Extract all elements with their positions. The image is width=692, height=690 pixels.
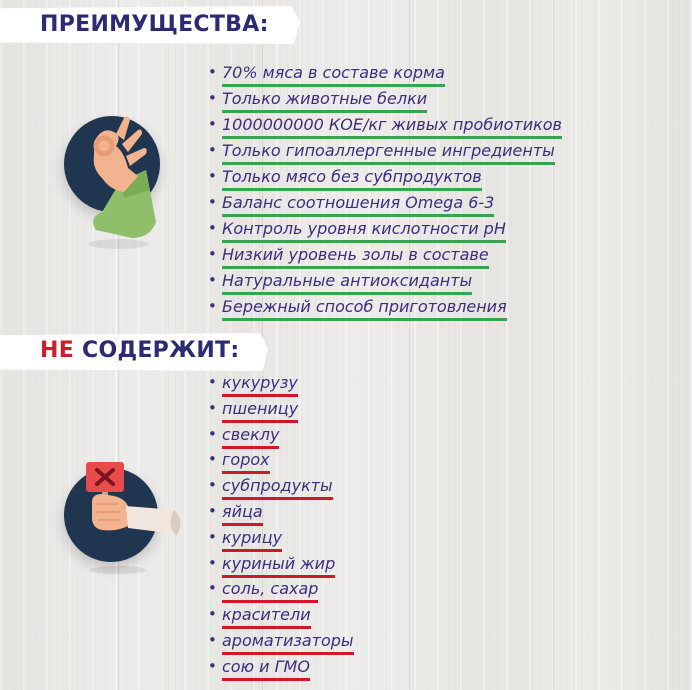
- list-item: • яйца: [208, 501, 354, 527]
- list-item: • Натуральные антиоксиданты: [208, 270, 562, 296]
- list-item: • кукурузу: [208, 372, 354, 398]
- list-item: • Баланс соотношения Omega 6-3: [208, 192, 562, 218]
- list-item: • Бережный способ приготовления: [208, 296, 562, 322]
- pros-list: [208, 62, 562, 322]
- list-item: • соль, сахар: [208, 578, 354, 604]
- list-item: • пшеницу: [208, 398, 354, 424]
- list-item: • Только животные белки: [208, 88, 562, 114]
- list-item: • Контроль уровня кислотности pH: [208, 218, 562, 244]
- list-item: • Только гипоаллергенные ингредиенты: [208, 140, 562, 166]
- ok-hand-icon: [58, 112, 168, 252]
- pros-title: ПРЕИМУЩЕСТВА:: [40, 12, 269, 37]
- cons-title-rest: СОДЕРЖИТ:: [82, 338, 240, 363]
- list-item: • красители: [208, 604, 354, 630]
- stop-sign-hand-icon: [58, 458, 188, 576]
- list-item: • свеклу: [208, 424, 354, 450]
- list-item: • Только мясо без субпродуктов: [208, 166, 562, 192]
- cons-title: [40, 338, 239, 363]
- cons-list: [208, 372, 354, 682]
- list-item: • субпродукты: [208, 475, 354, 501]
- list-item: • 1000000000 КОЕ/кг живых пробиотиков: [208, 114, 562, 140]
- list-item: • курицу: [208, 527, 354, 553]
- list-item: • куриный жир: [208, 553, 354, 579]
- cons-title-prefix: НЕ: [40, 338, 75, 363]
- list-item: • ароматизаторы: [208, 630, 354, 656]
- list-item: • 70% мяса в составе корма: [208, 62, 562, 88]
- list-item: • горох: [208, 449, 354, 475]
- list-item: • сою и ГМО: [208, 656, 354, 682]
- list-item: • Низкий уровень золы в составе: [208, 244, 562, 270]
